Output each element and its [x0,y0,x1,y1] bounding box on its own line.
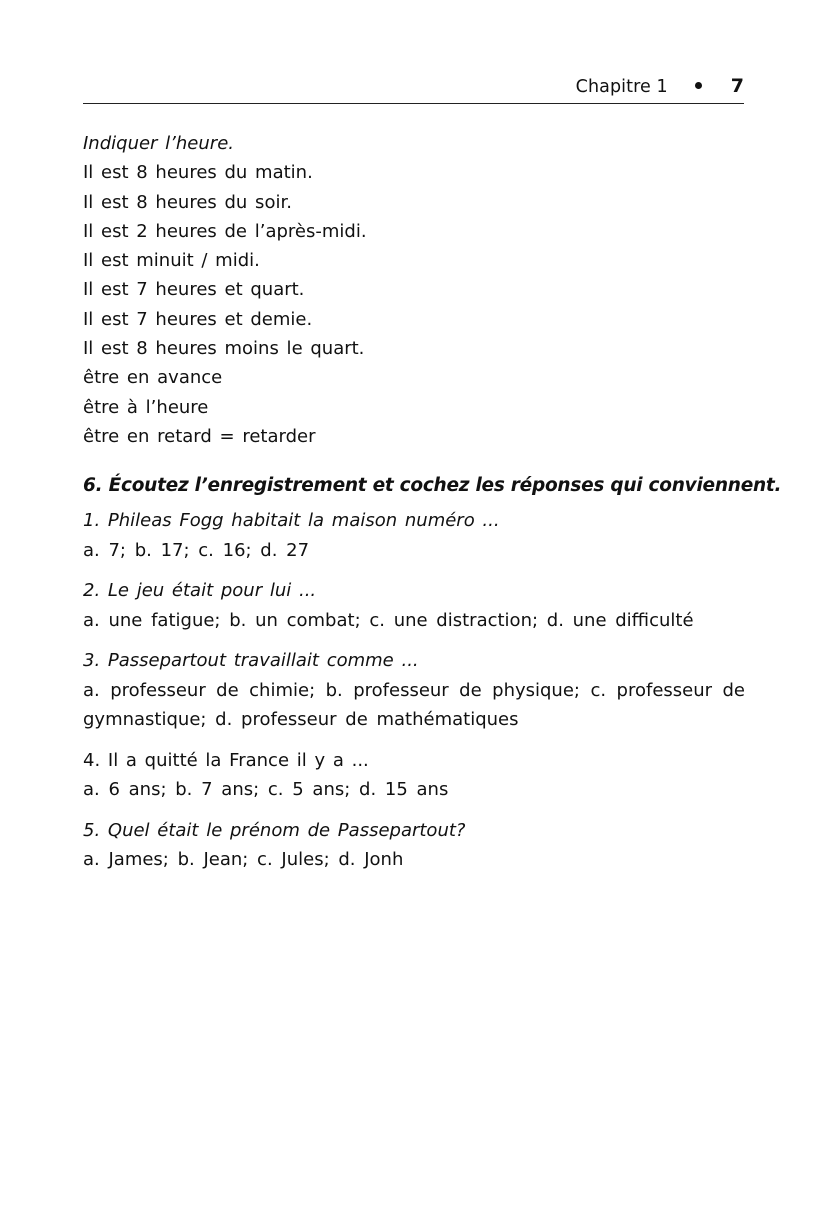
question-2 [83,576,745,635]
chapter-label: Chapitre 1 [575,77,668,97]
question-answers: a. une fatigue; b. un combat; c. une distraction; d. une difficulté [83,609,694,631]
exercise-title: 6. Écoutez l’enregistrement et cochez les réponses qui conviennent. [83,475,782,496]
question-text: 3. Passepartout travaillait comme ... [83,650,419,671]
vocabulary-line: Il est 8 heures du soir. [83,191,292,213]
vocabulary-line: Il est 2 heures de l’après-midi. [83,220,367,242]
question-1 [83,506,745,565]
bullet-icon [695,82,702,89]
question-answers: a. 6 ans; b. 7 ans; c. 5 ans; d. 15 ans [83,779,449,800]
vocabulary-line: Il est 8 heures moins le quart. [83,338,365,360]
question-text: 5. Quel était le prénom de Passepartout? [83,819,466,841]
vocabulary-line: être à l’heure [83,396,209,418]
vocabulary-heading: Indiquer l’heure. [83,133,234,154]
question-4 [83,746,745,805]
question-text: 1. Phileas Fogg habitait la maison numéro ... [83,510,500,531]
question-5 [83,816,745,875]
page-number: 7 [730,75,744,97]
vocabulary-line: Il est 7 heures et demie. [83,308,313,330]
vocabulary-line: Il est minuit / midi. [83,250,260,272]
question-text: 4. Il a quitté la France il y a ... [83,749,369,771]
page-header [83,72,744,104]
vocabulary-line: être en avance [83,367,223,389]
question-3 [83,646,745,735]
question-answers: a. professeur de chimie; b. professeur de physique; c. professeur de gymnastique; d. professeur de mathématiques [83,679,745,730]
question-answers: a. James; b. Jean; c. Jules; d. Jonh [83,849,404,870]
question-text: 2. Le jeu était pour lui ... [83,580,317,601]
vocabulary-line: Il est 8 heures du matin. [83,162,313,184]
vocabulary-line: être en retard = retarder [83,425,316,447]
running-head [576,75,744,97]
time-vocabulary [83,129,744,451]
question-answers: a. 7; b. 17; c. 16; d. 27 [83,539,310,561]
vocabulary-line: Il est 7 heures et quart. [83,279,305,301]
exercise-6 [83,471,782,886]
